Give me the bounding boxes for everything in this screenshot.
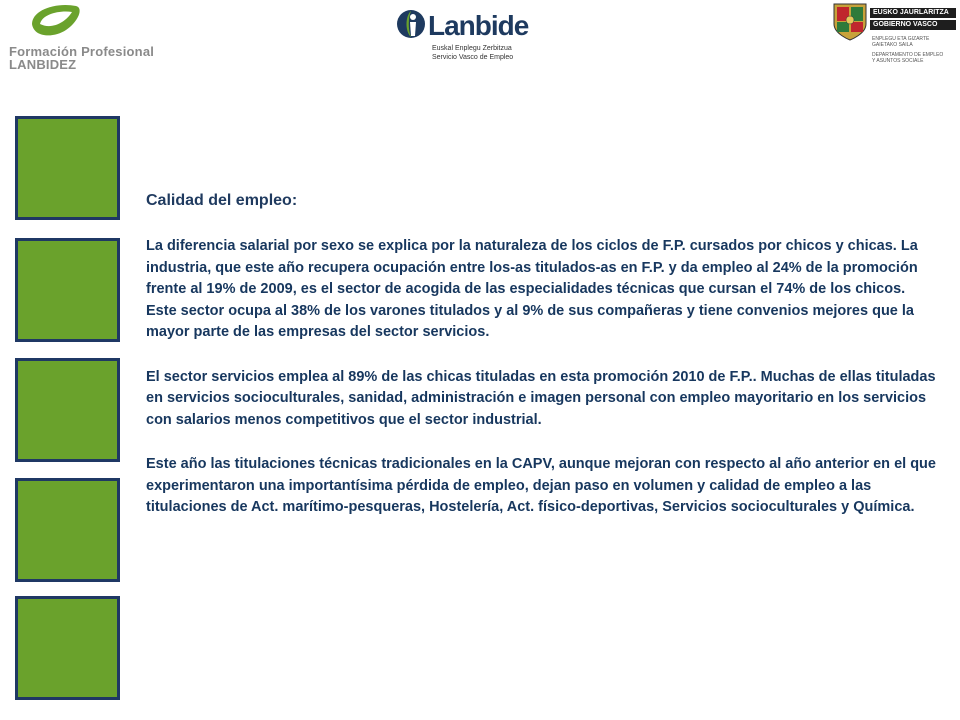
green-square-5 [15,596,120,700]
lanbide-subtitle-eu: Euskal Enplegu Zerbitzua [432,45,512,52]
lanbide-logo [396,6,556,66]
slide-content [146,192,936,542]
green-square-2 [15,238,120,342]
green-square-3 [15,358,120,462]
green-square-4 [15,478,120,582]
dept-es-line1: DEPARTAMENTO DE EMPLEO [872,52,944,58]
fp-logo-line2: LANBIDEZ [9,57,77,72]
fp-lanbidez-logo [4,2,179,72]
gobierno-bar-eu: EUSKO JAURLARITZA [870,8,956,18]
dept-es-line2: Y ASUNTOS SOCIALE [872,58,924,64]
gobierno-vasco-logo [832,2,957,82]
coat-of-arms-icon [832,2,868,42]
lanbide-name: Lanbide [428,10,529,41]
paragraph-2: El sector servicios emplea al 89% de las chicas tituladas en esta promoción 2010 de F.P.. Muchas de ellas tituladas en servicios socioculturales, sanidad, administración e imagen personal con empleo mayoritario en los servicios con salarios menos competitivos que el sector industrial. [146,368,936,428]
lanbide-subtitle-es: Servicio Vasco de Empleo [432,54,514,61]
green-square-1 [15,116,120,220]
lanbide-circle-icon [396,6,430,42]
paragraph-1: La diferencia salarial por sexo se explica por la naturaleza de los ciclos de F.P. cursados por chicos y chicas. La industria, que este año recupera ocupación entre los-as titulados-as en F.P. y da empleo al 24% de la promoción frente al 19% de 2009, es el sector de acogida de las especialidades técnicas que cursan el 74% de los chicos. Este sector ocupa al 38% de los varones titulados y al 9% de sus compañeras y tiene convenios mejores que la mayor parte de las empresas del sector servicios. [146,238,918,340]
gobierno-bar-es: GOBIERNO VASCO [870,20,956,30]
paragraph-3: Este año las titulaciones técnicas tradicionales en la CAPV, aunque mejoran con respecto al año anterior en el que experimentaron una importantísima pérdida de empleo, dejan paso en volumen y calidad de empleo a las titulaciones de Act. marítimo-pesqueras, Hostelería, Act. físico-deportivas, Servicios socioculturales y Química. [146,456,936,515]
dept-eu-line1: ENPLEGU ETA GIZARTE [872,36,930,42]
fp-logo-line1: Formación Profesional [9,44,155,59]
slide-heading: Calidad del empleo: [146,192,298,209]
dept-eu-line2: GAIETAKO SAILA [872,42,913,48]
fp-leaf-icon [26,2,86,44]
